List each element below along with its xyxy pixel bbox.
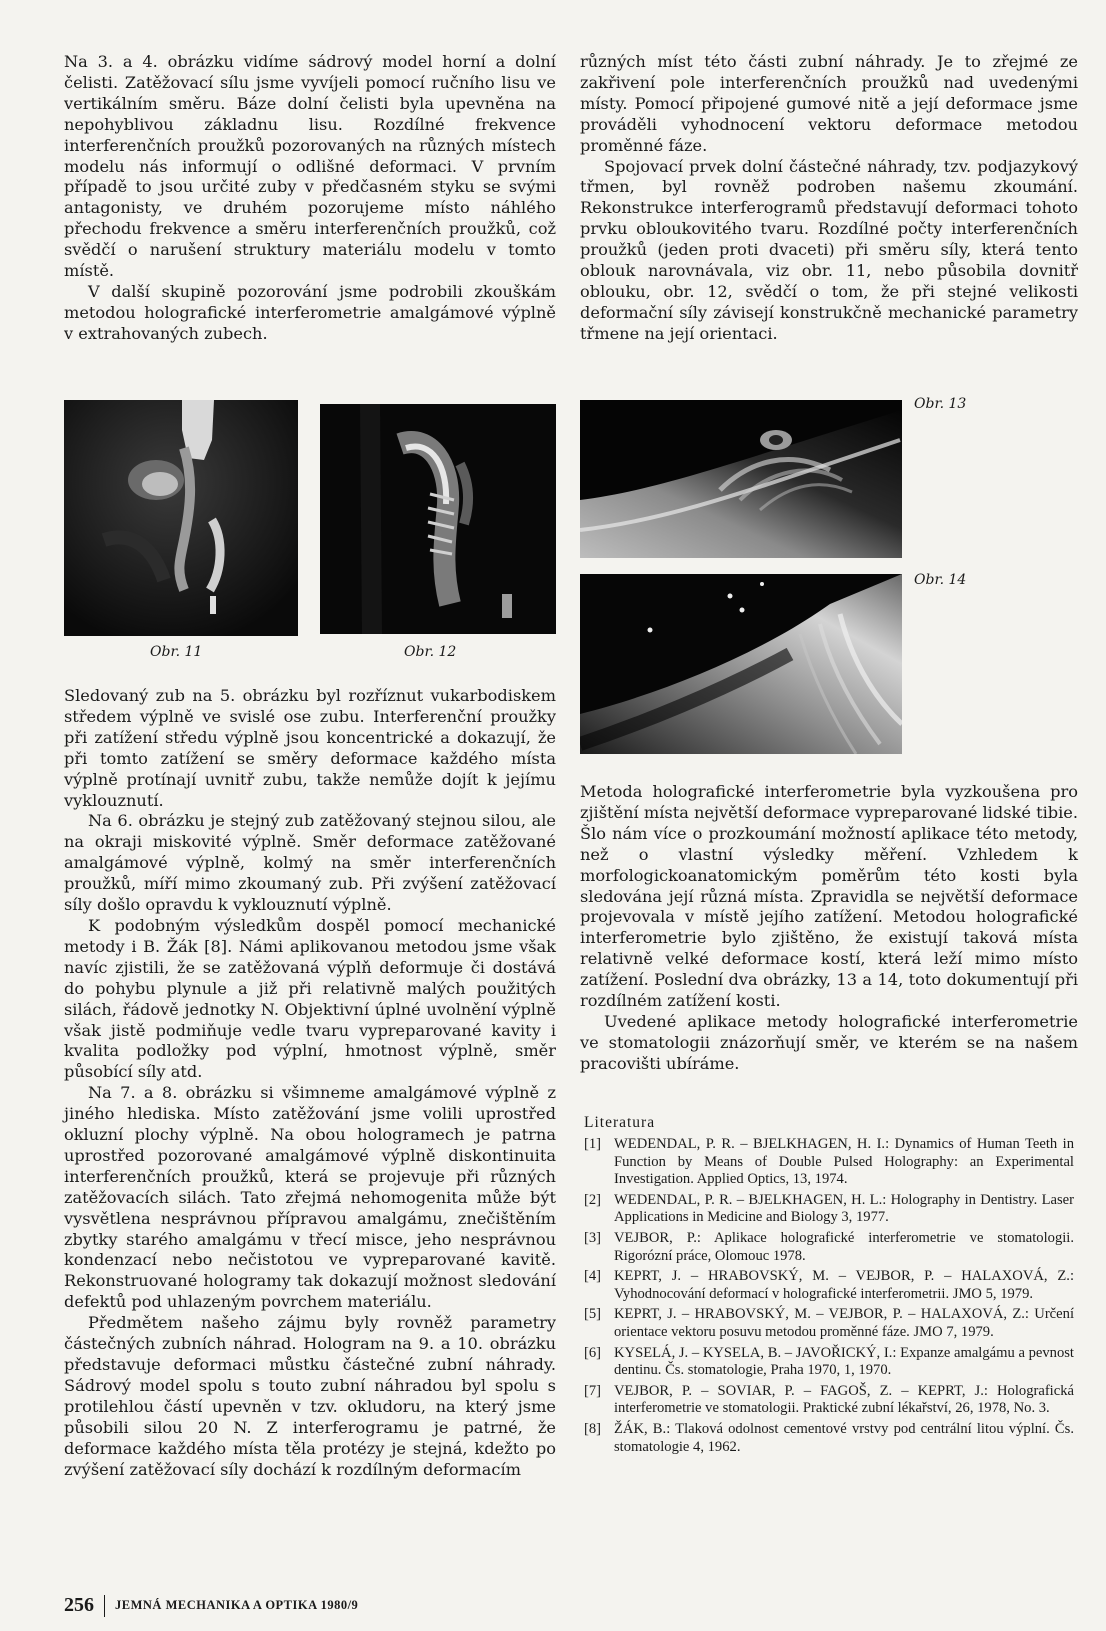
paragraph: Sledovaný zub na 5. obrázku byl rozříznut vukarbodiskem středem výplně ve svislé ose zubu. Interferenční proužky při zatížení středu výplně jsou koncentrické a dokazují, že při tomto zatížení se směry deformace každého místa výplně protínají uvnitř zubu, takže nemůže dojít k jejímu vyklouznutí. [64,686,556,810]
paragraph: Uvedené aplikace metody holografické interferometrie ve stomatologii znázorňují směr, ve kterém se na našem pracovišti ubíráme. [580,1011,1078,1073]
reference-number: [7] [584,1382,602,1399]
references-section [584,1114,1074,1459]
reference-number: [4] [584,1268,602,1285]
paragraph: Na 3. a 4. obrázku vidíme sádrový model horní a dolní čelisti. Zatěžovací sílu jsme vyvíjeli pomocí ručního lisu ve vertikálním směru. Báze dolní čelisti byla upevněna na nepohyblivou základnu lisu. Rozdílné frekvence interferenčních proužků pozorovaných na různých místech modelu nás informují o odlišné deformaci. V prvním případě to jsou určité zuby v předčasném styku se svými antagonisty, ve druhém pozorujeme místo náhlého přechodu frekvence a směru interferenčních proužků, což svědčí o narušení struktury materiálu modelu v tomto místě. [64,52,556,281]
reference-number: [3] [584,1229,602,1246]
paragraph: různých míst této části zubní náhrady. Je to zřejmé ze zakřivení pole interferenčních proužků nad uvedenými místy. Pomocí připojené gumové nitě a její deformace jsme prováděli vyhodnocení vektoru deformace metodou proměnné fáze. [580,52,1078,155]
reference-number: [1] [584,1136,602,1152]
paragraph: Spojovací prvek dolní částečné náhrady, tzv. podjazykový třmen, byl rovněž podroben našemu zkoumání. Rekonstrukce interferogramů představují deformaci tohoto prvku obloukovitého tvaru. Rozdílné počty interferenčních proužků (jeden proti dvaceti) při směru síly, která tento oblouk narovnávala, viz obr. 11, nebo působila dovnitř oblouku, obr. 12, svědčí o tom, že při stejné velikosti deformační síly závisejí konstrukčně mechanické parametry třmene na její orientaci. [580,156,1078,343]
paragraph: Na 6. obrázku je stejný zub zatěžovaný stejnou silou, ale na okraji miskovité výplně. Směr deformace zatěžované amalgámové výplně, kolmý na směr interferenčních proužků, míří mimo zkoumaný zub. Při zvýšení zatěžovací síly došlo opravdu k vyklouznutí výplně. [64,811,556,915]
figure-12-photo [320,404,556,634]
page-number: 256 [64,1594,94,1616]
paragraph: Předmětem našeho zájmu byly rovněž parametry částečných zubních náhrad. Hologram na 9. a 10. obrázku představuje deformaci můstku částečné zubní náhrady. Sádrový model spolu s touto zubní náhradou byl spolu s protilehlou částí upevněn v tzv. okludoru, na který jsme působili silou 20 N. Z interferogramu je patrné, že deformace každého místa těla protézy je stejná, kdežto po zvýšení zatěžovací síly dochází k rozdílným deformacím [64,1313,556,1479]
reference-item [584,1230,1074,1265]
figure-14-photo [580,574,902,754]
reference-text: KEPRT, J. – HRABOVSKÝ, M. – VEJBOR, P. – HALAXOVÁ, Z.: Vyhodnocování deformací v holografické interferometrii. JMO 5, 1979. [614,1268,1074,1302]
reference-item [584,1268,1074,1303]
paragraph: Na 7. a 8. obrázku si všimneme amalgámové výplně z jiného hlediska. Místo zatěžování jsme volili uprostřed okluzní plochy výplně. Na obou hologramech je patrna uprostřed pozorované amalgámové výplně diskontinuita interferenčních proužků, která se projevuje při různých zatěžovacích silách. Tato zřejmá nehomogenita může být vysvětlena nesprávnou přípravou amalgámu, znečištěním zbytky starého amalgámu v třecí misce, jeho nesprávnou kondenzací nebo nečistotou ve vypreparované kavitě. Rekonstruované hologramy tak dokazují možnost sledování defektů pod uhlazeným povrchem materiálu. [64,1083,556,1312]
reference-text: ŽÁK, B.: Tlaková odolnost cementové vrstvy pod centrální litou výplní. Čs. stomatologie 4, 1962. [614,1420,1074,1455]
right-column-top [580,52,1078,345]
references-heading: Literatura [584,1114,656,1131]
reference-number: [8] [584,1420,602,1437]
reference-text: KYSELÁ, J. – KYSELA, B. – JAVOŘICKÝ, I.: Expanze amalgámu a pevnost dentinu. Čs. stomatologie, Praha 1970, 1, 1970. [614,1344,1074,1379]
paragraph: V další skupině pozorování jsme podrobili zkouškám metodou holografické interferometrie amalgámové výplně v extrahovaných zubech. [64,281,556,343]
reference-item [584,1192,1074,1227]
reference-item [584,1306,1074,1341]
reference-text: VEJBOR, P. – SOVIAR, P. – FAGOŠ, Z. – KEPRT, J.: Holografická interferometrie ve stomatologii. Praktické zubní lékařství, 26, 1978, No. 3. [614,1382,1074,1417]
page-footer [64,1594,358,1617]
reference-text: KEPRT, J. – HRABOVSKÝ, M. – VEJBOR, P. – HALAXOVÁ, Z.: Určení orientace vektoru posuvu metodou proměnné fáze. JMO 7, 1979. [614,1306,1074,1340]
figure-14-caption: Obr. 14 [914,572,967,588]
reference-text: WEDENDAL, P. R. – BJELKHAGEN, H. L.: Holography in Dentistry. Laser Applications in Medicine and Biology 3, 1977. [614,1191,1074,1226]
figure-13-photo [580,400,902,558]
reference-number: [2] [584,1191,602,1208]
reference-text: VEJBOR, P.: Aplikace holografické interferometrie ve stomatologii. Rigorózní práce, Olomouc 1978. [614,1229,1074,1264]
right-column-bottom [580,782,1078,1075]
reference-number: [5] [584,1306,602,1323]
figure-11-caption: Obr. 11 [150,644,203,660]
paragraph: Metoda holografické interferometrie byla vyzkoušena pro zjištění místa největší deformace vypreparované lidské tibie. Šlo nám více o prozkoumání možností aplikace této metody, než o vlastní výsledky měření. Vzhledem k morfologickoanatomickým poměrům této kosti byla sledována její různá místa. Zpravidla se největší deformace projevovala v místě jejího zatížení. Metodou holografické interferometrie bylo zjištěno, že existují taková místa relativně velké deformace kostí, která leží mimo místo zatížení. Poslední dva obrázky, 13 a 14, toto dokumentují při rozdílném zatížení kosti. [580,782,1079,1011]
left-column-top [64,52,556,345]
journal-name: JEMNÁ MECHANIKA A OPTIKA 1980/9 [115,1598,359,1612]
reference-item [584,1345,1074,1380]
reference-text: WEDENDAL, P. R. – BJELKHAGEN, H. I.: Dynamics of Human Teeth in Function by Means of Double Pulsed Holography: an Experimental Investigation. Applied Optics, 13, 1974. [614,1136,1074,1188]
figure-12-caption: Obr. 12 [404,644,457,660]
reference-item [584,1421,1074,1456]
paragraph: K podobným výsledkům dospěl pomocí mechanické metody i B. Žák [8]. Námi aplikovanou metodou jsme však navíc zjistili, že se zatěžovaná výplň deformuje či dostává do pohybu plynule a již při relativně malých použitých silách, řádově jednotky N. Objektivní úplné uvolnění výplně však jistě podmiňuje vedle tvaru vypreparované kavity i kvalita podložky pod výplní, hmotnost výplně, směr působící síly atd. [64,915,556,1082]
reference-number: [6] [584,1344,602,1361]
footer-divider [104,1595,105,1617]
figure-13-caption: Obr. 13 [914,396,967,412]
figure-11-photo [64,400,298,636]
reference-item [584,1136,1074,1189]
left-column-bottom [64,686,556,1480]
reference-item [584,1383,1074,1418]
